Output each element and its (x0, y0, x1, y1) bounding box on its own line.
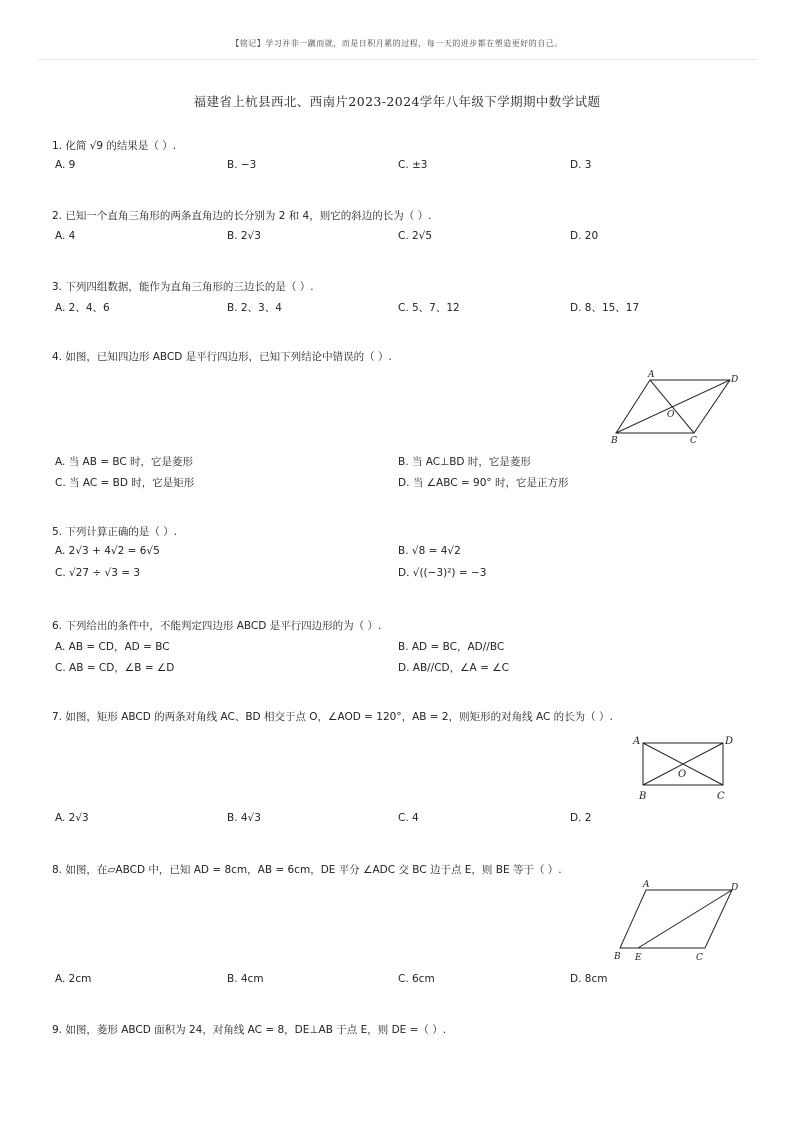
question-6-stem: 6. 下列给出的条件中，不能判定四边形 ABCD 是平行四边形的为（ ）. (52, 620, 382, 632)
parallelogram-figure-q4 (608, 368, 744, 448)
label-c: C (696, 953, 703, 963)
option-c: C. 6cm (398, 973, 435, 985)
option-a: A. 2cm (55, 973, 92, 985)
option-a: A. AB = CD，AD = BC (55, 641, 170, 653)
motto-header: 【铭记】学习并非一蹴而就，而是日积月累的过程，每一天的进步都在塑造更好的自己。 (231, 39, 563, 48)
page-title: 福建省上杭县西北、西南片2023-2024学年八年级下学期期中数学试题 (193, 94, 601, 109)
option-d: D. 8cm (570, 973, 608, 985)
question-4-stem: 4. 如图，已知四边形 ABCD 是平行四边形，已知下列结论中错误的（ ）. (52, 351, 392, 363)
label-a: A (648, 370, 655, 380)
rectangle-figure-q7 (630, 730, 746, 804)
label-b: B (614, 952, 621, 962)
option-b: B. 2、3、4 (227, 302, 282, 314)
question-7-stem: 7. 如图，矩形 ABCD 的两条对角线 AC、BD 相交于点 O，∠AOD = 120°，AB = 2，则矩形的对角线 AC 的长为（ ）. (52, 711, 613, 723)
question-8-stem: 8. 如图，在▱ABCD 中，已知 AD = 8cm，AB = 6cm，DE 平分 ∠ADC 交 BC 边于点 E，则 BE 等于（ ）. (52, 864, 562, 876)
option-d: D. 当 ∠ABC = 90° 时，它是正方形 (398, 477, 569, 489)
question-9-stem: 9. 如图，菱形 ABCD 面积为 24，对角线 AC = 8，DE⊥AB 于点 E，则 DE =（ ）. (52, 1024, 447, 1036)
option-b: B. 4cm (227, 973, 264, 985)
option-c: C. ±3 (398, 159, 428, 171)
label-d: D (725, 736, 734, 747)
label-b: B (639, 791, 647, 802)
label-o: O (667, 410, 675, 420)
option-d: D. √((−3)²) = −3 (398, 567, 487, 579)
option-d: D. 2 (570, 812, 592, 824)
label-a: A (633, 736, 641, 747)
option-a: A. 2√3 (55, 812, 89, 824)
label-e: E (635, 953, 642, 963)
label-a: A (643, 880, 650, 890)
option-a: A. 2√3 + 4√2 = 6√5 (55, 545, 160, 557)
option-d: D. 8、15、17 (570, 302, 640, 314)
option-c: C. 当 AC = BD 时，它是矩形 (55, 477, 195, 489)
label-o: O (678, 769, 687, 780)
question-5-stem: 5. 下列计算正确的是（ ）. (52, 526, 178, 538)
label-d: D (731, 883, 739, 893)
option-c: C. 2√5 (398, 230, 433, 242)
option-c: C. 5、7、12 (398, 302, 460, 314)
option-d: D. 3 (570, 159, 592, 171)
option-c: C. AB = CD，∠B = ∠D (55, 662, 175, 674)
label-c: C (690, 436, 697, 446)
option-b: B. 4√3 (227, 812, 261, 824)
header-divider (38, 59, 756, 60)
option-a: A. 当 AB = BC 时，它是菱形 (55, 456, 194, 468)
question-1-stem: 1. 化简 √9 的结果是（ ）. (52, 140, 177, 152)
parallelogram-figure-q8 (608, 878, 748, 964)
option-c: C. 4 (398, 812, 419, 824)
question-2-stem: 2. 已知一个直角三角形的两条直角边的长分别为 2 和 4，则它的斜边的长为（ ）. (52, 210, 432, 222)
option-c: C. √27 ÷ √3 = 3 (55, 567, 141, 579)
label-c: C (717, 791, 725, 802)
option-b: B. 当 AC⊥BD 时，它是菱形 (398, 456, 531, 468)
option-a: A. 4 (55, 230, 76, 242)
option-b: B. −3 (227, 159, 257, 171)
option-b: B. AD = BC，AD//BC (398, 641, 505, 653)
option-b: B. √8 = 4√2 (398, 545, 461, 557)
question-3-stem: 3. 下列四组数据，能作为直角三角形的三边长的是（ ）. (52, 281, 314, 293)
option-a: A. 2、4、6 (55, 302, 110, 314)
option-d: D. AB//CD，∠A = ∠C (398, 662, 509, 674)
option-b: B. 2√3 (227, 230, 261, 242)
label-d: D (731, 375, 739, 385)
option-d: D. 20 (570, 230, 599, 242)
label-b: B (611, 436, 618, 446)
option-a: A. 9 (55, 159, 76, 171)
